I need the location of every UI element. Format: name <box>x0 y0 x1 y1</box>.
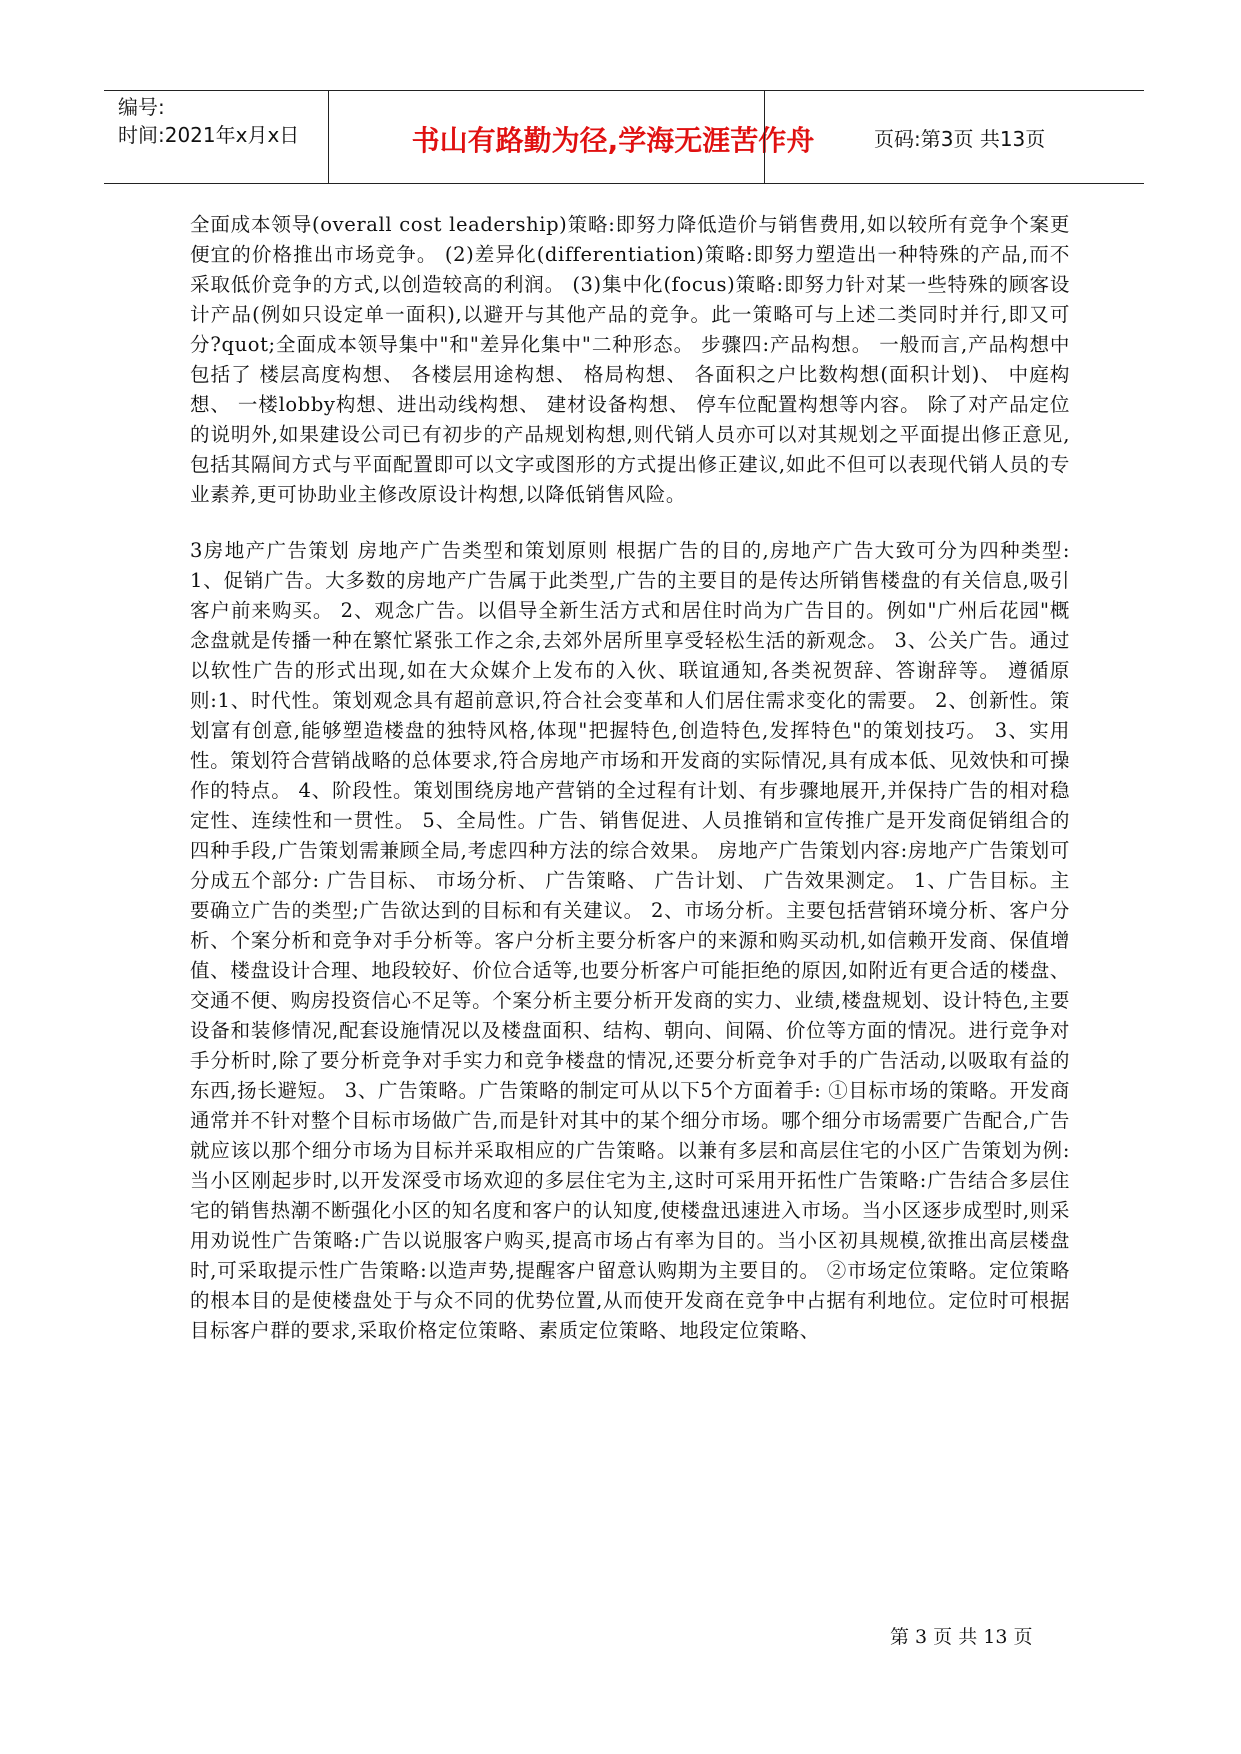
header-meta <box>118 93 368 149</box>
body-paragraph-1: 全面成本领导(overall cost leadership)策略:即努力降低造价与销售费用,如以较所有竞争个案更便宜的价格推出市场竞争。 (2)差异化(differentiation)策略:即努力塑造出一种特殊的产品,而不采取低价竞争的方式,以创造较高的利润。 (3)集中化(focus)策略:即努力针对某一些特殊的顾客设计产品(例如只设定单一面积),以避开与其他产品的竞争。此一策略可与上述二类同时并行,即又可分?quot;全面成本领导集中"和"差异化集中"二种形态。 步骤四:产品构想。 一般而言,产品构想中包括了 楼层高度构想、 各楼层用途构想、 格局构想、 各面积之户比数构想(面积计划)、 中庭构想、 一楼lobby构想、进出动线构想、 建材设备构想、 停车位配置构想等内容。 除了对产品定位的说明外,如果建设公司已有初步的产品规划构想,则代销人员亦可以对其规划之平面提出修正意见,包括其隔间方式与平面配置即可以文字或图形的方式提出修正建议,如此不但可以表现代销人员的专业素养,更可协助业主修改原设计构想,以降低销售风险。 <box>190 213 1070 506</box>
document-body <box>190 210 1070 1346</box>
header-page-info: 页码:第3页 共13页 <box>874 127 1046 151</box>
document-time-label: 时间:2021年x月x日 <box>118 123 300 147</box>
header-divider-right <box>764 91 765 183</box>
header-divider-left <box>328 91 329 183</box>
page-footer: 第 3 页 共 13 页 <box>890 1626 1033 1648</box>
page-header <box>104 90 1144 184</box>
body-paragraph-2: 3房地产广告策划 房地产广告类型和策划原则 根据广告的目的,房地产广告大致可分为四种类型: 1、促销广告。大多数的房地产广告属于此类型,广告的主要目的是传达所销售楼盘的有关信息,吸引客户前来购买。 2、观念广告。以倡导全新生活方式和居住时尚为广告目的。例如"广州后花园"概念盘就是传播一种在繁忙紧张工作之余,去郊外居所里享受轻松生活的新观念。 3、公关广告。通过以软性广告的形式出现,如在大众媒介上发布的入伙、联谊通知,各类祝贺辞、答谢辞等。 遵循原则:1、时代性。策划观念具有超前意识,符合社会变革和人们居住需求变化的需要。 2、创新性。策划富有创意,能够塑造楼盘的独特风格,体现"把握特色,创造特色,发挥特色"的策划技巧。 3、实用性。策划符合营销战略的总体要求,符合房地产市场和开发商的实际情况,具有成本低、见效快和可操作的特点。 4、阶段性。策划围绕房地产营销的全过程有计划、有步骤地展开,并保持广告的相对稳定性、连续性和一贯性。 5、全局性。广告、销售促进、人员推销和宣传推广是开发商促销组合的四种手段,广告策划需兼顾全局,考虑四种方法的综合效果。 房地产广告策划内容:房地产广告策划可分成五个部分: 广告目标、 市场分析、 广告策略、 广告计划、 广告效果测定。 1、广告目标。主要确立广告的类型;广告欲达到的目标和有关建议。 2、市场分析。主要包括营销环境分析、客户分析、个案分析和竞争对手分析等。客户分析主要分析客户的来源和购买动机,如信赖开发商、保值增值、楼盘设计合理、地段较好、价位合适等,也要分析客户可能拒绝的原因,如附近有更合适的楼盘、交通不便、购房投资信心不足等。个案分析主要分析开发商的实力、业绩,楼盘规划、设计特色,主要设备和装修情况,配套设施情况以及楼盘面积、结构、朝向、间隔、价位等方面的情况。进行竞争对手分析时,除了要分析竞争对手实力和竞争楼盘的情况,还要分析竞争对手的广告活动,以吸取有益的东西,扬长避短。 3、广告策略。广告策略的制定可从以下5个方面着手: ①目标市场的策略。开发商通常并不针对整个目标市场做广告,而是针对其中的某个细分市场。哪个细分市场需要广告配合,广告就应该以那个细分市场为目标并采取相应的广告策略。以兼有多层和高层住宅的小区广告策划为例:当小区刚起步时,以开发深受市场欢迎的多层住宅为主,这时可采用开拓性广告策略:广告结合多层住宅的销售热潮不断强化小区的知名度和客户的认知度,使楼盘迅速进入市场。当小区逐步成型时,则采用劝说性广告策略:广告以说服客户购买,提高市场占有率为目的。当小区初具规模,欲推出高层楼盘时,可采取提示性广告策略:以造声势,提醒客户留意认购期为主要目的。 ②市场定位策略。定位策略的根本目的是使楼盘处于与众不同的优势位置,从而使开发商在竞争中占据有利地位。定位时可根据目标客户群的要求,采取价格定位策略、素质定位策略、地段定位策略、 <box>190 539 1070 1342</box>
header-motto: 书山有路勤为径,学海无涯苦作舟 <box>411 124 815 157</box>
document-number-label: 编号: <box>118 95 165 119</box>
